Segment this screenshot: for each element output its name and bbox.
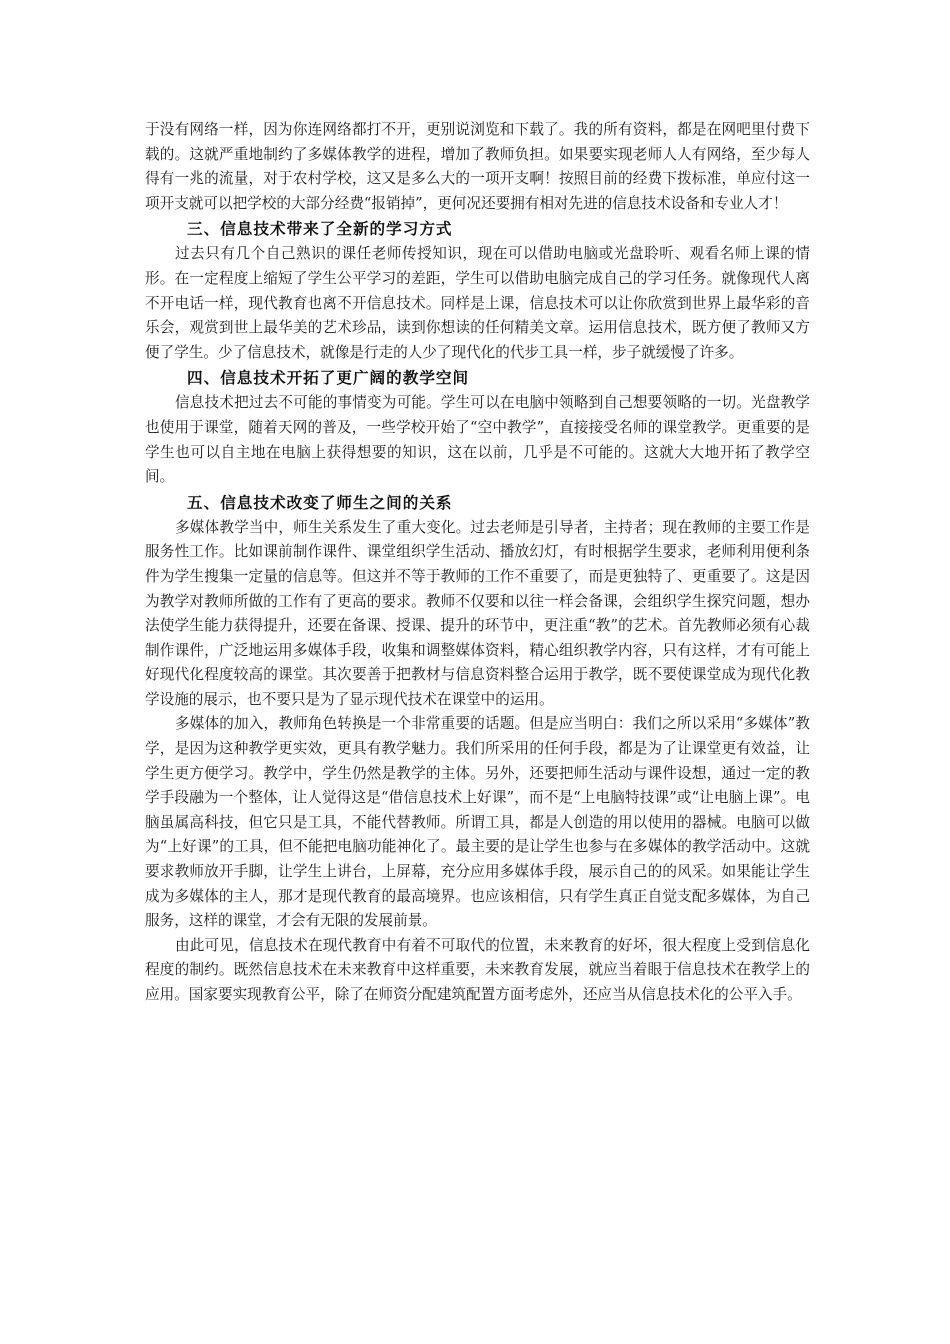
document-page (145, 118, 810, 1008)
paragraph-teacher-role: 多媒体的加入，教师角色转换是一个非常重要的话题。但是应当明白：我们之所以采用“多媒体”教学，是因为这种教学更实效，更具有教学魅力。我们所采用的任何手段，都是为了让课堂更有效益，让学生更方便学习。教学中，学生仍然是教学的主体。另外，还要把师生活动与课件设想，通过一定的教学手段融为一个整体，让人觉得这是“借信息技术上好课”，而不是“上电脑特技课”或“让电脑上课”。电脑虽属高科技，但它只是工具，不能代替教师。所谓工具，都是人创造的用以使用的器械。电脑可以做为“上好课”的工具，但不能把电脑功能神化了。最主要的是让学生也参与在多媒体的教学活动中。这就要求教师放开手脚，让学生上讲台，上屏幕，充分应用多媒体手段，展示自己的的风采。如果能让学生成为多媒体的主人，那才是现代教育的最高境界。也应该相信，只有学生真正自觉支配多媒体，为自己服务，这样的课堂，才会有无限的发展前景。 (145, 715, 810, 930)
paragraph-teaching-space: 信息技术把过去不可能的事情变为可能。学生可以在电脑中领略到自己想要领略的一切。光盘教学也使用于课堂，随着天网的普及，一些学校开始了“空中教学”，直接接受名师的课堂教学。更重要的是学生也可以自主地在电脑上获得想要的知识，这在以前，几乎是不可能的。这就大大地开拓了教学空间。 (145, 394, 810, 486)
section-heading-3: 三、信息技术带来了全新的学习方式 (187, 220, 453, 239)
section-heading-4: 四、信息技术开拓了更广阔的教学空间 (187, 369, 470, 388)
section-heading-5: 五、信息技术改变了师生之间的关系 (187, 493, 453, 512)
paragraph-network-cost: 于没有网络一样，因为你连网络都打不开，更别说浏览和下载了。我的所有资料，都是在网吧里付费下载的。这就严重地制约了多媒体教学的进程，增加了教师负担。如果要实现老师人人有网络，至少每人得有一兆的流量，对于农村学校，这又是多么大的一项开支啊！按照目前的经费下拨标准，单应付这一项开支就可以把学校的大部分经费“报销掉”，更何况还要拥有相对先进的信息技术设备和专业人才！ (145, 121, 810, 212)
paragraph-learning-style: 过去只有几个自己熟识的课任老师传授知识，现在可以借助电脑或光盘聆听、观看名师上课的情形。在一定程度上缩短了学生公平学习的差距，学生可以借助电脑完成自己的学习任务。就像现代人离不开电话一样，现代教育也离不开信息技术。同样是上课，信息技术可以让你欣赏到世界上最华彩的音乐会，观赏到世上最华美的艺术珍品，读到你想读的任何精美文章。运用信息技术，既方便了教师又方便了学生。少了信息技术，就像是行走的人少了现代化的代步工具一样，步子就缓慢了许多。 (145, 245, 810, 361)
paragraph-teacher-student-relation: 多媒体教学当中，师生关系发生了重大变化。过去老师是引导者，主持者；现在教师的主要工作是服务性工作。比如课前制作课件、课堂组织学生活动、播放幻灯，有时根据学生要求，老师利用便利条件为学生搜集一定量的信息等。但这并不等于教师的工作不重要了，而是更独特了、更重要了。这是因为教学对教师所做的工作有了更高的要求。教师不仅要和以往一样会备课，会组织学生探究问题，想办法使学生能力获得提升，还要在备课、授课、提升的环节中，更注重“教”的艺术。首先教师必须有心裁制作课件，广泛地运用多媒体手段，收集和调整媒体资料，精心组织教学内容，只有这样，才有可能上好现代化程度较高的课堂。其次要善于把教材与信息资料整合运用于教学，既不要使课堂成为现代化教学设施的展示，也不要只是为了显示现代技术在课堂中的运用。 (145, 518, 810, 708)
paragraph-conclusion: 由此可见，信息技术在现代教育中有着不可取代的位置，未来教育的好坏，很大程度上受到信息化程度的制约。既然信息技术在未来教育中这样重要，未来教育发展，就应当着眼于信息技术在教学上的应用。国家要实现教育公平，除了在师资分配建筑配置方面考虑外，还应当从信息技术化的公平入手。 (145, 936, 810, 1003)
